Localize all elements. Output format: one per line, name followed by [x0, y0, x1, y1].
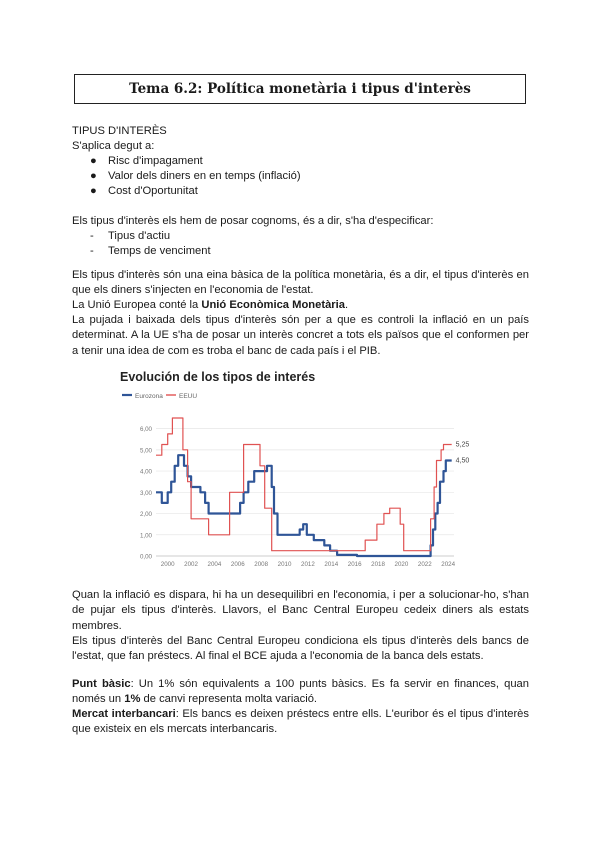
x-tick-label: 2018 — [371, 561, 385, 568]
legend-label-eurozona: Eurozona — [135, 393, 163, 400]
list-item: - Tipus d'actiu — [90, 230, 171, 242]
section-heading: TIPUS D'INTERÈS — [72, 125, 167, 137]
x-tick-label: 2024 — [441, 561, 456, 568]
paragraph-5: Els tipus d'interès del Banc Central Europeu condiciona els tipus d'interès dels bancs de l'estat, que fan préstecs. Al final el BCE ajuda a l'economia de la banca dels estats. — [72, 635, 529, 663]
x-tick-label: 2022 — [417, 561, 432, 568]
legend-label-eeuu: EEUU — [179, 393, 198, 400]
x-tick-label: 2008 — [254, 561, 269, 568]
paragraph-1: Els tipus d'interès són una eina bàsica de la política monetària, és a dir, el tipus d'interès en que els diners s'injecten en l'economia de l'estat. — [72, 269, 529, 297]
paragraph-7: Mercat interbancari: Els bancs es deixen préstecs entre ells. L'euribor és el tipus d'interès que existeix en els mercats interbancaris. — [72, 708, 529, 736]
paragraph-2: La Unió Europea conté la Unió Econòmica Monetària. — [72, 299, 349, 311]
applies-due-to: S'aplica degut a: — [72, 140, 155, 152]
x-tick-label: 2020 — [394, 561, 409, 568]
paragraph-4: Quan la inflació es dispara, hi ha un desequilibri en l'economia, i per a solucionar-ho, s'han de pujar els tipus d'interès. Llavors, el Banc Central Europeu cedeix diners als estats membres. — [72, 589, 529, 632]
x-tick-label: 2006 — [230, 561, 245, 568]
chart-title: Evolución de los tipos de interés — [120, 370, 316, 384]
end-label-eurozona: 4,50 — [455, 457, 470, 465]
list-item: ● Cost d'Oportunitat — [90, 185, 198, 197]
y-tick-label: 4,00 — [139, 468, 152, 476]
list-item: ● Valor dels diners en en temps (inflació) — [90, 170, 301, 182]
legend — [122, 393, 197, 400]
surnames-intro: Els tipus d'interès els hem de posar cognoms, és a dir, s'ha d'especificar: — [72, 215, 434, 227]
interest-rate-chart — [118, 363, 470, 568]
y-tick-label: 2,00 — [139, 511, 152, 519]
x-tick-label: 2012 — [301, 561, 315, 568]
y-tick-label: 5,00 — [139, 447, 152, 455]
end-label-eeuu: 5,25 — [455, 441, 470, 449]
x-tick-label: 2004 — [207, 561, 222, 568]
x-tick-label: 2002 — [184, 561, 198, 568]
x-tick-label: 2016 — [347, 561, 362, 568]
y-tick-label: 0,00 — [139, 553, 152, 561]
series-line-eeuu — [156, 418, 452, 551]
x-tick-label: 2010 — [277, 561, 292, 568]
y-tick-label: 1,00 — [139, 532, 152, 540]
list-item: ● Risc d'impagament — [90, 155, 203, 167]
paragraph-3: La pujada i baixada dels tipus d'interès són per a que es controli la inflació en un país determinat. A la UE s'ha de posar un interès concret a tots els països que el conformen per a tenir una idea de com es troba el banc de cada país i el PIB. — [72, 314, 529, 357]
paragraph-6: Punt bàsic: Un 1% són equivalents a 100 punts bàsics. Es fa servir en finances, quan només un 1% de canvi representa molta variació. — [72, 678, 529, 706]
y-tick-label: 3,00 — [139, 489, 152, 497]
page-title: Tema 6.2: Política monetària i tipus d'interès — [129, 81, 471, 97]
series-line-eurozona — [156, 455, 452, 556]
x-tick-label: 2000 — [160, 561, 175, 568]
y-tick-label: 6,00 — [139, 426, 152, 434]
title-box — [74, 74, 526, 104]
list-item: - Temps de venciment — [90, 245, 211, 257]
x-tick-label: 2014 — [324, 561, 339, 568]
